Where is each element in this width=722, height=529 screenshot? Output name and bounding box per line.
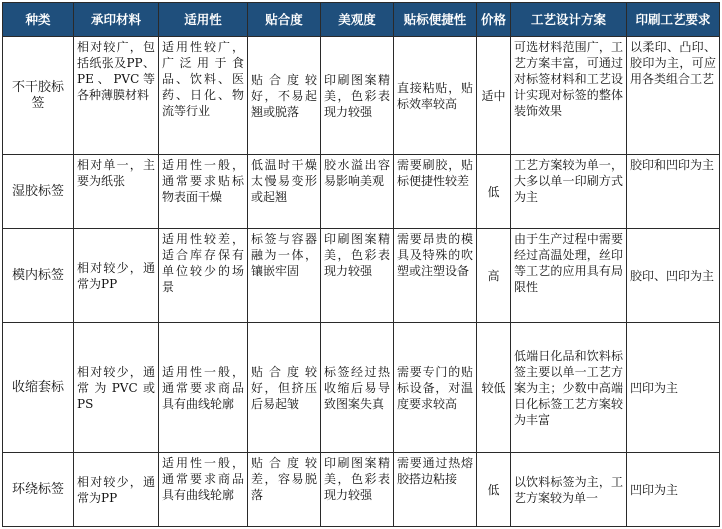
header-appearance: 美观度 bbox=[321, 3, 394, 37]
cell-printing: 胶印和凹印为主 bbox=[627, 155, 720, 229]
cell-printing: 凹印为主 bbox=[627, 453, 720, 527]
cell-design: 工艺方案较为单一，大多以单一印刷方式为主 bbox=[511, 155, 627, 229]
cell-material: 相对较少，通常为PVC或PS bbox=[74, 323, 159, 453]
cell-kind: 模内标签 bbox=[3, 229, 74, 323]
cell-printing: 胶印、凹印为主 bbox=[627, 229, 720, 323]
cell-appearance: 标签经过热收缩后易导致图案失真 bbox=[321, 323, 394, 453]
cell-design: 由于生产过程中需要经过高温处理，丝印等工艺的应用具有局限性 bbox=[511, 229, 627, 323]
cell-kind: 收缩套标 bbox=[3, 323, 74, 453]
cell-applicability: 适用性较差，适合库存保有单位较少的场景 bbox=[159, 229, 248, 323]
cell-applicability: 适用性一般，通常要求贴标物表面干燥 bbox=[159, 155, 248, 229]
cell-design: 以饮料标签为主，工艺方案较为单一 bbox=[511, 453, 627, 527]
table-row bbox=[3, 37, 720, 155]
header-applicability: 适用性 bbox=[159, 3, 248, 37]
label-comparison-table bbox=[2, 2, 720, 527]
cell-printing: 凹印为主 bbox=[627, 323, 720, 453]
cell-appearance: 印刷图案精美，色彩表现力较强 bbox=[321, 37, 394, 155]
table-row bbox=[3, 453, 720, 527]
header-price: 价格 bbox=[477, 3, 511, 37]
cell-printing: 以柔印、凸印、胶印为主，可应用各类组合工艺 bbox=[627, 37, 720, 155]
cell-kind: 湿胶标签 bbox=[3, 155, 74, 229]
cell-kind: 环绕标签 bbox=[3, 453, 74, 527]
header-printing: 印刷工艺要求 bbox=[627, 3, 720, 37]
table-row bbox=[3, 155, 720, 229]
cell-applicability: 适用性较广，广泛用于食品、饮料、医药、日化、物流等行业 bbox=[159, 37, 248, 155]
cell-material: 相对单一，主要为纸张 bbox=[74, 155, 159, 229]
cell-price: 高 bbox=[477, 229, 511, 323]
cell-convenience: 需要昂贵的模具及特殊的吹塑或注塑设备 bbox=[394, 229, 477, 323]
cell-applicability: 适用性一般，通常要求商品具有曲线轮廓 bbox=[159, 453, 248, 527]
cell-appearance: 印刷图案精美，色彩表现力较强 bbox=[321, 453, 394, 527]
cell-convenience: 需要专门的贴标设备，对温度要求较高 bbox=[394, 323, 477, 453]
cell-material: 相对较少，通常为PP bbox=[74, 453, 159, 527]
cell-convenience: 需要通过热熔胶搭边粘接 bbox=[394, 453, 477, 527]
cell-kind: 不干胶标签 bbox=[3, 37, 74, 155]
cell-design: 低端日化品和饮料标签主要以单一工艺方案为主；少数中高端日化标签工艺方案较为丰富 bbox=[511, 323, 627, 453]
header-convenience: 贴标便捷性 bbox=[394, 3, 477, 37]
header-material: 承印材料 bbox=[74, 3, 159, 37]
table-row bbox=[3, 229, 720, 323]
cell-fit: 贴合度较好，不易起翘或脱落 bbox=[248, 37, 321, 155]
cell-price: 较低 bbox=[477, 323, 511, 453]
cell-fit: 低温时干燥太慢易变形或起翘 bbox=[248, 155, 321, 229]
cell-applicability: 适用性一般，通常要求商品具有曲线轮廓 bbox=[159, 323, 248, 453]
cell-appearance: 印刷图案精美，色彩表现力较强 bbox=[321, 229, 394, 323]
cell-appearance: 胶水溢出容易影响美观 bbox=[321, 155, 394, 229]
cell-material: 相对较广，包括纸张及PP、PE、PVC等各种薄膜材料 bbox=[74, 37, 159, 155]
cell-fit: 贴合度较差，容易脱落 bbox=[248, 453, 321, 527]
cell-price: 适中 bbox=[477, 37, 511, 155]
cell-price: 低 bbox=[477, 453, 511, 527]
cell-price: 低 bbox=[477, 155, 511, 229]
header-kind: 种类 bbox=[3, 3, 74, 37]
cell-convenience: 直接粘贴，贴标效率较高 bbox=[394, 37, 477, 155]
cell-material: 相对较少，通常为PP bbox=[74, 229, 159, 323]
cell-fit: 标签与容器融为一体，镶嵌牢固 bbox=[248, 229, 321, 323]
header-fit: 贴合度 bbox=[248, 3, 321, 37]
cell-fit: 贴合度较好，但挤压后易起皱 bbox=[248, 323, 321, 453]
header-row bbox=[3, 3, 720, 37]
cell-design: 可选材料范围广，工艺方案丰富，可通过对标签材料和工艺设计实现对标签的整体装饰效果 bbox=[511, 37, 627, 155]
header-design: 工艺设计方案 bbox=[511, 3, 627, 37]
cell-convenience: 需要刷胶，贴标便捷性较差 bbox=[394, 155, 477, 229]
table-row bbox=[3, 323, 720, 453]
